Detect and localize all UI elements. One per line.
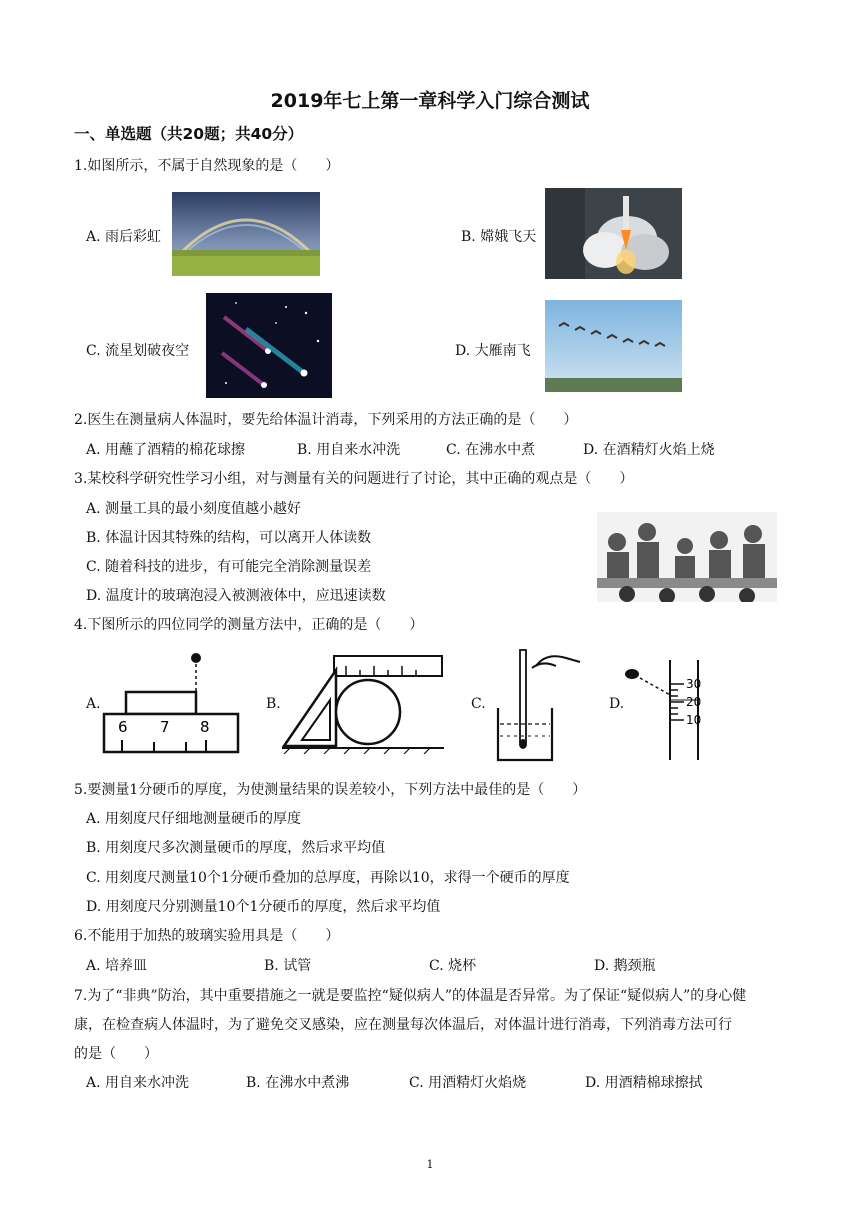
q4-option-c[interactable]: C.: [471, 696, 486, 712]
question-6-stem: 6.不能用于加热的玻璃实验用具是（ ）: [74, 928, 340, 944]
rocket-launch-image: [545, 188, 682, 279]
q3-option-b[interactable]: B. 体温计因其特殊的结构，可以离开人体读数: [86, 530, 372, 546]
question-3-stem: 3.某校科学研究性学习小组，对与测量有关的问题进行了讨论，其中正确的观点是（ ）: [74, 471, 634, 487]
rainbow-image: [172, 192, 320, 276]
geese-image: [545, 300, 682, 392]
triangle-ruler-ball-diagram-b: [280, 650, 446, 754]
q7-option-c[interactable]: C. 用酒精灯火焰烧: [409, 1075, 527, 1091]
q5-option-b[interactable]: B. 用刻度尺多次测量硬币的厚度，然后求平均值: [86, 840, 386, 856]
q4-option-d[interactable]: D.: [609, 696, 625, 712]
q1-option-a[interactable]: A. 雨后彩虹: [86, 229, 162, 245]
question-2-stem: 2.医生在测量病人体温时，要先给体温计消毒，下列采用的方法正确的是（ ）: [74, 412, 578, 428]
q5-option-a[interactable]: A. 用刻度尺仔细地测量硬币的厚度: [86, 811, 302, 827]
question-7-line-2: 康，在检查病人体温时，为了避免交叉感染，应在测量每次体温后，对体温计进行消毒，下列消毒方法可行: [74, 1017, 732, 1033]
q6-option-d[interactable]: D. 鹅颈瓶: [594, 958, 656, 974]
q5-option-d[interactable]: D. 用刻度尺分别测量10个1分硬币的厚度，然后求平均值: [86, 899, 441, 915]
ruler-a-label-7: 7: [160, 718, 170, 736]
question-4-stem: 4.下图所示的四位同学的测量方法中，正确的是（ ）: [74, 617, 424, 633]
q7-option-b[interactable]: B. 在沸水中煮沸: [246, 1075, 350, 1091]
thermometer-beaker-diagram-c: [486, 646, 582, 764]
q4-option-b[interactable]: B.: [266, 696, 281, 712]
q6-option-c[interactable]: C. 烧杯: [429, 958, 477, 974]
q2-option-a[interactable]: A. 用蘸了酒精的棉花球擦: [86, 442, 246, 458]
question-5-stem: 5.要测量1分硬币的厚度，为使测量结果的误差较小，下列方法中最佳的是（ ）: [74, 782, 587, 798]
q1-option-c[interactable]: C. 流星划破夜空: [86, 343, 190, 359]
q3-option-c[interactable]: C. 随着科技的进步，有可能完全消除测量误差: [86, 559, 372, 575]
q6-option-a[interactable]: A. 培养皿: [86, 958, 148, 974]
question-7-line-1: 7.为了“非典”防治，其中重要措施之一就是要监控“疑似病人”的体温是否异常。为了保证“疑似病人”的身心健: [74, 988, 747, 1004]
cylinder-d-label-20: 20: [686, 695, 702, 709]
question-7-line-3: 的是（ ）: [74, 1046, 158, 1062]
q3-option-a[interactable]: A. 测量工具的最小刻度值越小越好: [86, 501, 302, 517]
ruler-a-label-8: 8: [200, 718, 210, 736]
q4-option-a[interactable]: A.: [86, 696, 101, 712]
q2-option-d[interactable]: D. 在酒精灯火焰上烧: [583, 442, 715, 458]
page-number: 1: [426, 1158, 434, 1171]
q7-option-a[interactable]: A. 用自来水冲洗: [86, 1075, 190, 1091]
q2-option-c[interactable]: C. 在沸水中煮: [446, 442, 536, 458]
q1-option-b[interactable]: B. 嫦娥飞天: [461, 229, 537, 245]
ruler-a-svg: [102, 650, 240, 754]
q2-option-b[interactable]: B. 用自来水冲洗: [297, 442, 401, 458]
classroom-discussion-image: [597, 512, 777, 602]
question-1-stem: 1.如图所示，不属于自然现象的是（ ）: [74, 158, 340, 174]
page-title: 2019年七上第一章科学入门综合测试: [270, 90, 590, 112]
q6-option-b[interactable]: B. 试管: [264, 958, 312, 974]
graduated-cylinder-diagram-d: [622, 656, 732, 762]
section-heading: 一、单选题（共20题；共40分）: [74, 125, 304, 143]
ruler-a-label-6: 6: [118, 718, 128, 736]
q3-option-d[interactable]: D. 温度计的玻璃泡浸入被测液体中，应迅速读数: [86, 588, 386, 604]
q1-option-d[interactable]: D. 大雁南飞: [455, 343, 531, 359]
cylinder-d-label-30: 30: [686, 677, 702, 691]
ruler-measurement-diagram-a: [102, 650, 240, 754]
meteor-image: [206, 293, 332, 398]
q7-option-d[interactable]: D. 用酒精棉球擦拭: [585, 1075, 703, 1091]
cylinder-d-label-10: 10: [686, 713, 702, 727]
q5-option-c[interactable]: C. 用刻度尺测量10个1分硬币叠加的总厚度，再除以10，求得一个硬币的厚度: [86, 870, 570, 886]
